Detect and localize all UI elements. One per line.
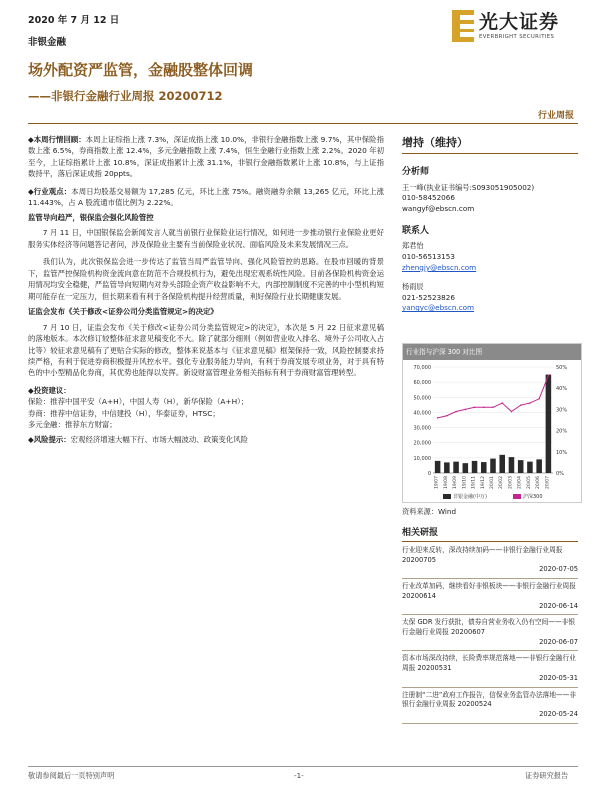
research-item[interactable] [402, 543, 578, 579]
x-tick-label: 20/02 [499, 476, 505, 489]
research-item-date: 2020-06-14 [539, 601, 578, 610]
research-item-title: 行业改革加码，继续看好非银板块——非银行金融行业周报 20200614 [402, 582, 576, 600]
y-tick-label-right: 50% [556, 365, 568, 371]
risk-label: 风险提示： [33, 434, 71, 444]
contact1-phone: 010-56513153 [402, 252, 455, 262]
chart-title: 行业指与沪深 300 对比图 [403, 344, 581, 360]
x-tick-label: 19/08 [443, 476, 449, 489]
market-review-label: 本周行情回顾： [33, 135, 86, 144]
invest-diversified: 多元金融：推荐东方财富； [28, 420, 117, 430]
risk-paragraph: ◆风险提示：宏观经济增速大幅下行、市场大幅波动、政策变化风险 [28, 434, 249, 444]
legend-swatch [443, 494, 451, 499]
line-point [465, 409, 467, 411]
industry-view-text: 本周日均股基交易额为 17,285 亿元，环比上涨 75%。融资融券余额 13,265 亿元，环比上涨 11.443%，占 A 股流通市值比例为 2.22%。 [28, 186, 384, 208]
line-point [529, 402, 531, 404]
analyst-email: wangyf@ebscn.com [402, 204, 475, 214]
main-body [28, 134, 384, 445]
chart-svg [403, 361, 581, 503]
research-item-date: 2020-07-05 [539, 565, 578, 574]
legend-label: 沪深300 [523, 494, 543, 500]
chart-bar [527, 462, 533, 473]
logo-text-cn: 光大证券 [479, 11, 560, 33]
research-heading: 相关研报 [402, 528, 439, 538]
cbirc-paragraph: 7 月 11 日，中国银保监会新闻发言人就当前银行业保险业运行情况，如何进一步推动银行业保险业更好服务实体经济等问题答记者问，涉及保险业主要有当前保险业状况、面临风险及未来发展情况三点。 [28, 228, 384, 249]
line-point [437, 417, 439, 419]
chart-bar [499, 455, 505, 473]
chart-bar [435, 461, 441, 473]
y-tick-label-left: 30,000 [413, 425, 431, 432]
contact1-name: 郑君怡 [402, 241, 424, 251]
research-item[interactable] [402, 688, 578, 724]
research-item[interactable] [402, 579, 578, 615]
y-tick-label-right: 20% [556, 428, 568, 435]
sector-label: 非银金融 [28, 37, 67, 48]
y-tick-label-right: 10% [556, 449, 568, 456]
y-tick-label-left: 70,000 [413, 365, 431, 371]
legend-swatch [513, 494, 521, 499]
line-point [538, 398, 540, 400]
everbright-logo [452, 10, 576, 46]
research-list [402, 543, 578, 724]
logo-mark-icon [452, 10, 474, 42]
legend-label: 非银金融(中万) [453, 494, 487, 500]
chart-bar [481, 462, 487, 473]
line-point [501, 402, 503, 404]
line-point [455, 411, 457, 413]
y-tick-label-left: 10,000 [413, 455, 431, 462]
section-heading-regulation: 监管导向趋严，银保监会强化风险管控 [28, 212, 154, 222]
contact-heading: 联系人 [402, 225, 430, 236]
risk-text: 宏观经济增速大幅下行、市场大幅波动、政策变化风险 [70, 434, 249, 444]
contact2-email[interactable]: yangyc@ebscn.com [402, 303, 475, 313]
research-item[interactable] [402, 615, 578, 651]
research-item-date: 2020-06-07 [539, 637, 578, 646]
line-point [474, 406, 476, 408]
report-date: 2020 年 7 月 12 日 [28, 15, 120, 26]
chart-bar [536, 459, 542, 473]
y-tick-label-left: 50,000 [413, 395, 431, 402]
x-tick-label: 19/07 [434, 476, 440, 489]
x-tick-label: 20/03 [508, 476, 514, 489]
series-line-hs300 [438, 375, 549, 417]
csrc-paragraph: 7 月 10 日，证监会发布《关于修改<证券公司分类监管规定>的决定》，本次是 5 月 22 日征求意见稿的落地版本。本次修订较整体征求意见稿变化不大。除了就部分细则（例如营业收入排名、境外子公司收入占比等）较征求意见稿有了更贴合实际的修改，整体来说基本与《征求意见稿》框架保持一致，风险控制要求持续严格，有利于促进券商积极提升风控水平。强化专业服务能力导向，有利于券商发展专项业务，对于具有特色的中小型精品化券商，其优势也能得以发挥。新设财富管理业务相关指标有利于券商财富管理转型。 [28, 322, 384, 378]
research-item-title: 太保 GDR 发行获批，债券自营业务收入仍有空间——非银行金融行业周报 20200607 [402, 618, 576, 637]
x-tick-label: 19/09 [453, 476, 459, 489]
y-tick-label-left: 0 [427, 471, 431, 477]
chart-bar [472, 461, 478, 473]
line-point [446, 415, 448, 417]
research-divider [402, 541, 578, 542]
analyst-name: 王一峰(执业证书编号:S093051905002) [402, 182, 535, 192]
research-item-title: 资本市场深改持续，长险费率规范落地——非银行金融行业周报 20200531 [402, 654, 576, 673]
report-subtitle: ——非银行金融行业周报 20200712 [28, 89, 223, 103]
report-title: 场外配资严监管，金融股整体回调 [28, 61, 254, 79]
x-tick-label: 20/04 [517, 476, 523, 489]
logo-text-en: EVERBRIGHT SECURITIES [479, 34, 555, 40]
line-point [492, 406, 494, 408]
footer-disclaimer: 敬请参阅最后一页特别声明 [28, 771, 115, 780]
line-point [483, 406, 485, 408]
x-tick-label: 19/10 [462, 476, 468, 489]
index-comparison-chart [402, 343, 582, 503]
y-tick-label-left: 40,000 [413, 410, 431, 417]
rating-label: 增持（维持） [402, 136, 468, 149]
contact1-email[interactable]: zhengjy@ebscn.com [402, 262, 477, 272]
research-item-date: 2020-05-24 [539, 710, 578, 719]
market-review-paragraph: ◆本周行情回顾：本周上证综指上涨 7.3%，深证成指上涨 10.0%，非银行金融指数上涨 9.7%，其中保险指数上涨 6.5%，券商指数上涨 12.4%，多元金融指数上涨 7.4%，恒生金融行业指数上涨 2.2%。2020 年初至今，上证综指累计上涨 10.8%，深证成指累计上涨 31.1%，非银行金融指数累计上涨 10.8%，与上证指数持平，落后深证成指 20ppts。 [28, 135, 384, 179]
y-tick-label-left: 20,000 [413, 440, 431, 447]
y-tick-label-right: 40% [556, 386, 568, 393]
research-item-title: 注册制“二进”政府工作报告，信保业务监管办法落地——非银行金融行业周报 20200524 [402, 690, 577, 709]
industry-view-paragraph: ◆行业观点：本周日均股基交易额为 17,285 亿元，环比上涨 75%。融资融券余额 13,265 亿元，环比上涨 11.443%，占 A 股流通市值比例为 2.22%。 [28, 186, 384, 208]
x-tick-label: 19/12 [480, 476, 486, 489]
industry-view-label: 行业观点： [33, 186, 72, 196]
analyst-heading: 分析师 [402, 167, 430, 177]
line-point [548, 375, 550, 377]
report-type: 行业周报 [538, 111, 575, 121]
footer-divider [28, 766, 578, 767]
y-tick-label-right: 0% [556, 471, 564, 477]
chart-bar [546, 375, 552, 473]
research-item-title: 行业迎来反转，深改持续加码——非银行金融行业周报 20200705 [402, 546, 563, 564]
y-tick-label-right: 30% [556, 407, 568, 414]
x-tick-label: 20/01 [490, 476, 495, 489]
research-item[interactable] [402, 651, 578, 687]
chart-bar [444, 462, 450, 473]
line-point [520, 404, 522, 406]
chart-bar [490, 459, 496, 473]
x-tick-label: 20/06 [536, 476, 542, 489]
chart-source: 资料来源：Wind [402, 507, 457, 516]
analysis-paragraph: 我们认为，此次银保监会进一步传达了监管当局严监管导向、强化风险管控的思路。在股市回暖的背景下，监管严控保险机构资金流向意在防范不合规投机行为，避免出现宏观系统性风险。目前各保险机构资金运用情况均安全稳健，严监管导向短期内对券头部险企资产收益影响不大，内部控制制度不完善的中小型机构短期可能存在一定压力，但长期来看有利于各保险机构提升经营质量，利好保险行业长期健康发展。 [28, 257, 384, 301]
page-number: -1- [294, 771, 304, 780]
contact2-phone: 021-52523826 [402, 292, 455, 302]
rating-divider [402, 153, 578, 154]
footer-report-label: 证券研究报告 [525, 771, 569, 780]
chart-bar [518, 460, 524, 473]
invest-insurance: 保险：推荐中国平安（A+H），中国人寿（H），新华保险（A+H）； [28, 397, 249, 407]
invest-brokers: 券商：推荐中信证券，中信建投（H），华泰证券，HTSC； [28, 408, 220, 418]
title-divider [28, 123, 578, 124]
x-tick-label: 20/05 [526, 476, 532, 489]
contact2-name: 杨雨辰 [402, 281, 424, 291]
chart-bar [453, 462, 459, 473]
line-point [511, 411, 513, 413]
market-review-text: 本周上证综指上涨 7.3%，深证成指上涨 10.0%，非银行金融指数上涨 9.7%，其中保险指数上涨 6.5%，券商指数上涨 12.4%，多元金融指数上涨 7.4%，恒生金融行业指数上涨 2.2%。2020 年初至今，上证综指累计上涨 10.8%，深证成指累计上涨 31.1%，非银行金融指数累计上涨 10.8%，与上证指数持平，落后深证成指 20ppts。 [28, 135, 384, 179]
y-tick-label-left: 60,000 [413, 380, 431, 387]
section-heading-csrc: 证监会发布《关于修改<证券公司分类监管规定>的决定》 [28, 307, 218, 317]
research-item-date: 2020-05-31 [539, 673, 578, 682]
x-tick-label: 19/11 [471, 476, 477, 489]
analyst-phone: 010-58452066 [402, 193, 455, 203]
chart-bar [463, 463, 469, 473]
chart-bar [509, 457, 515, 473]
invest-heading: ◆投资建议： [28, 385, 71, 395]
analyst-block [402, 166, 578, 314]
x-tick-label: 20/07 [545, 476, 551, 489]
